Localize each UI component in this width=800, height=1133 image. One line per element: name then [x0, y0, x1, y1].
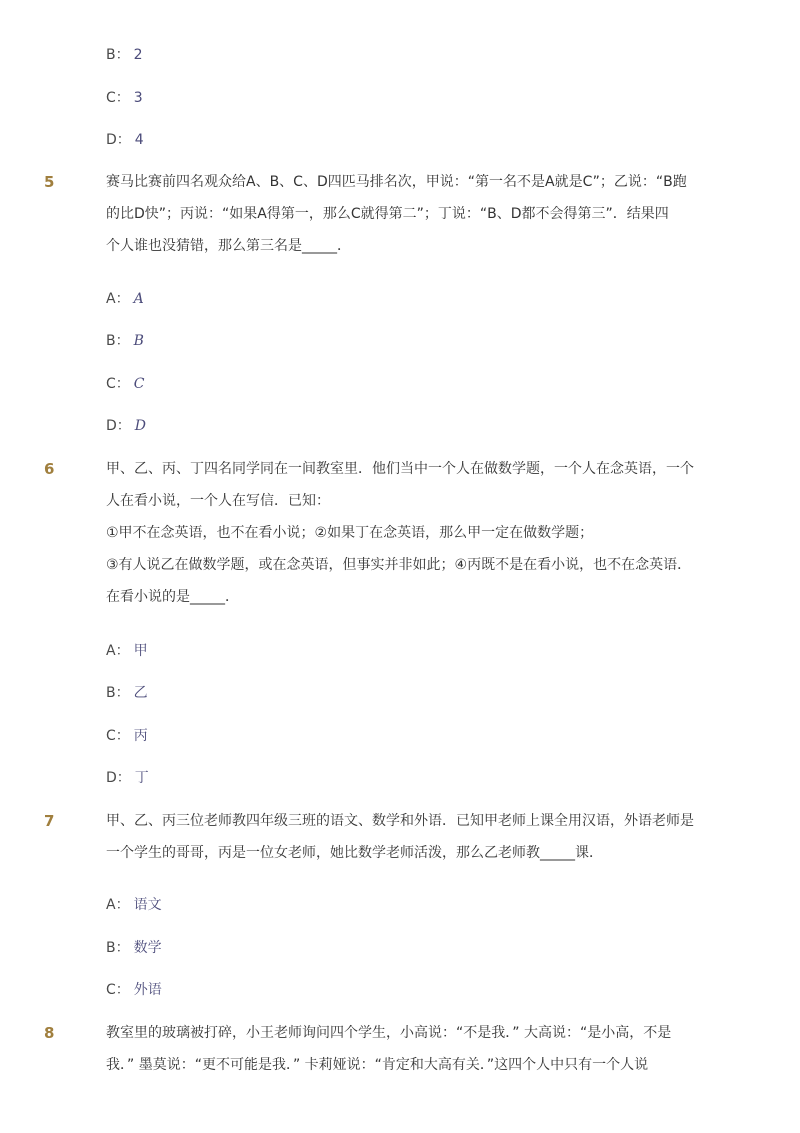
q7-option-b[interactable] — [106, 938, 162, 958]
option-value: D — [134, 418, 147, 434]
option-value: 丙 — [133, 728, 148, 744]
option-value: 语文 — [133, 897, 162, 913]
question-line: 甲、乙、丙、丁四名同学同在一间教室里．他们当中一个人在做数学题，一个人在念英语，一个 — [106, 461, 694, 477]
q7-option-c[interactable] — [106, 980, 162, 1000]
option-value: C — [133, 376, 145, 392]
q5-option-a[interactable] — [106, 289, 144, 309]
option-letter: D： — [106, 770, 131, 786]
question-line: 个人谁也没猜错，那么第三名是_____． — [106, 238, 351, 254]
option-letter: A： — [106, 291, 130, 307]
question-line: ③有人说乙在做数学题，或在念英语，但事实并非如此；④丙既不是在看小说，也不在念英语． — [106, 557, 692, 573]
option-letter: C： — [106, 728, 130, 744]
q7-option-a[interactable] — [106, 895, 162, 915]
option-value: 外语 — [133, 982, 162, 998]
q5-option-c[interactable] — [106, 374, 145, 394]
q5-option-d[interactable] — [106, 416, 146, 436]
question-8-text — [106, 1017, 718, 1081]
question-number: 8 — [44, 1024, 55, 1042]
prev-option-b[interactable] — [106, 45, 143, 65]
question-line: 一个学生的哥哥，丙是一位女老师，她比数学老师活泼，那么乙老师教_____课． — [106, 845, 603, 861]
option-letter: D： — [106, 132, 131, 148]
option-value: 4 — [134, 132, 144, 148]
question-line: 赛马比赛前四名观众给A、B、C、D四匹马排名次，甲说：“第一名不是A就是C”；乙说：“B跑 — [106, 174, 687, 190]
q6-option-a[interactable] — [106, 641, 148, 661]
question-number: 6 — [44, 460, 55, 478]
option-letter: B： — [106, 685, 130, 701]
question-line: 人在看小说，一个人在写信．已知： — [106, 493, 330, 509]
option-value: 乙 — [133, 685, 148, 701]
option-letter: D： — [106, 418, 131, 434]
question-7-text — [106, 805, 718, 869]
option-letter: C： — [106, 982, 130, 998]
prev-option-c[interactable] — [106, 88, 143, 108]
q5-option-b[interactable] — [106, 331, 144, 351]
option-value: A — [133, 291, 144, 307]
q6-option-c[interactable] — [106, 726, 148, 746]
option-value: 3 — [133, 90, 143, 106]
option-letter: B： — [106, 333, 130, 349]
option-letter: C： — [106, 90, 130, 106]
question-line: 的比D快”；丙说：“如果A得第一，那么C就得第二”；丁说：“B、D都不会得第三”．结果四 — [106, 206, 669, 222]
option-value: B — [133, 333, 144, 349]
question-number: 5 — [44, 173, 55, 191]
option-value: 丁 — [134, 770, 149, 786]
option-value: 2 — [133, 47, 143, 63]
question-5-text — [106, 166, 718, 262]
question-line: 甲、乙、丙三位老师教四年级三班的语文、数学和外语．已知甲老师上课全用汉语，外语老师是 — [106, 813, 694, 829]
option-letter: B： — [106, 940, 130, 956]
q6-option-d[interactable] — [106, 768, 149, 788]
option-letter: A： — [106, 897, 130, 913]
q6-option-b[interactable] — [106, 683, 148, 703]
option-letter: C： — [106, 376, 130, 392]
prev-option-d[interactable] — [106, 130, 144, 150]
question-6-text — [106, 453, 718, 613]
question-line: 教室里的玻璃被打碎，小王老师询问四个学生，小高说：“不是我．” 大高说：“是小高，不是 — [106, 1025, 672, 1041]
question-line: ①甲不在念英语，也不在看小说；②如果丁在念英语，那么甲一定在做数学题； — [106, 525, 594, 541]
option-value: 甲 — [133, 643, 148, 659]
option-value: 数学 — [133, 940, 162, 956]
question-line: 在看小说的是_____． — [106, 589, 239, 605]
question-number: 7 — [44, 812, 55, 830]
option-letter: B： — [106, 47, 130, 63]
question-line: 我．” 墨莫说：“更不可能是我．” 卡莉娅说：“肯定和大高有关．”这四个人中只有一个人说 — [106, 1057, 649, 1073]
option-letter: A： — [106, 643, 130, 659]
